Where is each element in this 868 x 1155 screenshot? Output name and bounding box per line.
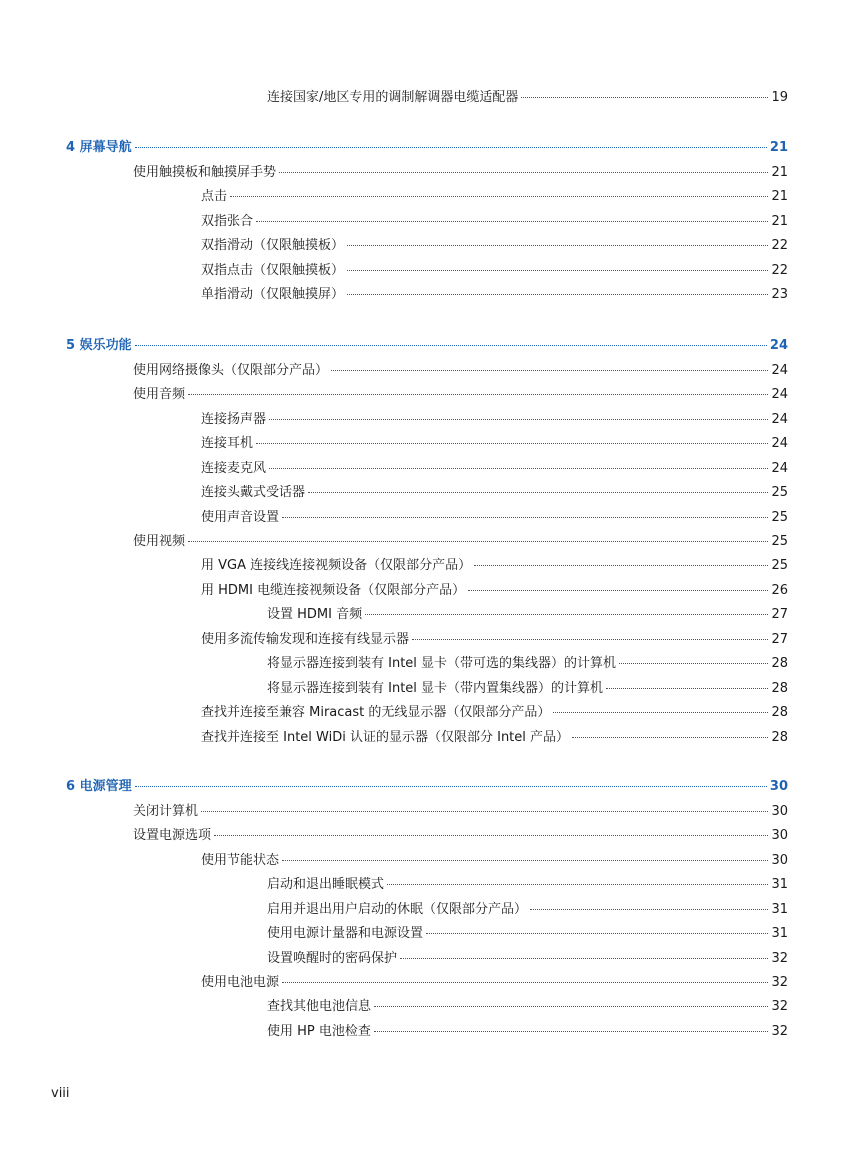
- dot-leader: [347, 270, 768, 271]
- dot-leader: [282, 860, 768, 861]
- toc-entry-page: 22: [771, 238, 788, 253]
- toc-entry-page: 31: [771, 926, 788, 941]
- toc-entry[interactable]: [267, 607, 788, 623]
- dot-leader: [474, 565, 768, 566]
- toc-entry-page: 32: [771, 951, 788, 966]
- toc-entry-page: 32: [771, 1024, 788, 1039]
- toc-entry-page: 24: [771, 412, 788, 427]
- toc-entry-page: 25: [771, 510, 788, 525]
- toc-entry-title: 使用电源计量器和电源设置: [267, 926, 424, 941]
- dot-leader: [400, 958, 768, 959]
- dot-leader: [606, 688, 768, 689]
- toc-entry-title: 使用触摸板和触摸屏手势: [133, 165, 277, 180]
- dot-leader: [412, 639, 768, 640]
- toc-entry-title: 使用 HP 电池检查: [267, 1024, 371, 1039]
- toc-entry[interactable]: [201, 730, 788, 746]
- toc-chapter[interactable]: [66, 140, 788, 156]
- toc-entry[interactable]: [267, 1024, 788, 1040]
- dot-leader: [365, 614, 768, 615]
- toc-entry[interactable]: [201, 412, 788, 428]
- toc-entry-title: 用 HDMI 电缆连接视频设备（仅限部分产品）: [201, 583, 466, 598]
- toc-chapter[interactable]: [66, 779, 788, 795]
- toc-entry-title: 连接国家/地区专用的调制解调器电缆适配器: [267, 90, 519, 105]
- dot-leader: [256, 221, 768, 222]
- dot-leader: [269, 419, 768, 420]
- toc-entry[interactable]: [267, 681, 788, 697]
- toc-entry-page: 27: [771, 607, 788, 622]
- toc-chapter[interactable]: [66, 338, 788, 354]
- toc-entry[interactable]: [133, 165, 788, 181]
- toc-entry-page: 21: [771, 189, 788, 204]
- toc-entry[interactable]: [133, 363, 788, 379]
- dot-leader: [214, 835, 768, 836]
- toc-entry[interactable]: [201, 632, 788, 648]
- toc-entry-page: 25: [771, 534, 788, 549]
- dot-leader: [269, 468, 768, 469]
- toc-entry[interactable]: [201, 461, 788, 477]
- dot-leader: [347, 294, 768, 295]
- dot-leader: [374, 1031, 769, 1032]
- toc-entry-title: 启动和退出睡眠模式: [267, 877, 385, 892]
- dot-leader: [387, 884, 768, 885]
- toc-entry-title: 将显示器连接到装有 Intel 显卡（带内置集线器）的计算机: [267, 681, 604, 696]
- toc-entry-title: 连接耳机: [201, 436, 254, 451]
- toc-entry-title: 将显示器连接到装有 Intel 显卡（带可选的集线器）的计算机: [267, 656, 617, 671]
- toc-entry-title: 点击: [201, 189, 228, 204]
- toc-entry[interactable]: [201, 238, 788, 254]
- toc-entry-title: 双指滑动（仅限触摸板）: [201, 238, 345, 253]
- toc-entry-page: 28: [771, 681, 788, 696]
- toc-entry-page: 21: [771, 214, 788, 229]
- toc-entry-page: 32: [771, 999, 788, 1014]
- toc-entry[interactable]: [201, 583, 788, 599]
- toc-entry-page: 30: [769, 779, 788, 794]
- toc-entry-title: 查找并连接至 Intel WiDi 认证的显示器（仅限部分 Intel 产品）: [201, 730, 570, 745]
- dot-leader: [331, 370, 768, 371]
- dot-leader: [426, 933, 768, 934]
- toc-entry-page: 23: [771, 287, 788, 302]
- dot-leader: [188, 541, 768, 542]
- dot-leader: [553, 712, 768, 713]
- toc-entry-page: 21: [769, 140, 788, 155]
- dot-leader: [619, 663, 768, 664]
- toc-entry[interactable]: [267, 926, 788, 942]
- toc-entry-title: 查找并连接至兼容 Miracast 的无线显示器（仅限部分产品）: [201, 705, 551, 720]
- dot-leader: [188, 394, 768, 395]
- toc-entry[interactable]: [201, 705, 788, 721]
- toc-entry-title: 使用电池电源: [201, 975, 280, 990]
- toc-entry-page: 28: [771, 656, 788, 671]
- toc-entry-page: 32: [771, 975, 788, 990]
- toc-entry-page: 31: [771, 902, 788, 917]
- dot-leader: [468, 590, 768, 591]
- toc-entry[interactable]: [201, 263, 788, 279]
- toc-entry[interactable]: [267, 902, 788, 918]
- toc-entry-title: 设置 HDMI 音频: [267, 607, 363, 622]
- toc-entry[interactable]: [133, 828, 788, 844]
- toc-entry[interactable]: [133, 387, 788, 403]
- toc-entry-title: 双指张合: [201, 214, 254, 229]
- dot-leader: [201, 811, 768, 812]
- toc-entry-title: 使用多流传输发现和连接有线显示器: [201, 632, 410, 647]
- toc-entry[interactable]: [201, 436, 788, 452]
- toc-entry-title: 6 电源管理: [66, 779, 132, 794]
- toc-entry[interactable]: [267, 656, 788, 672]
- toc-entry-page: 25: [771, 485, 788, 500]
- toc-entry-page: 30: [771, 828, 788, 843]
- toc-entry-page: 24: [769, 338, 788, 353]
- dot-leader: [256, 443, 768, 444]
- toc-entry-page: 30: [771, 804, 788, 819]
- toc-entry-page: 27: [771, 632, 788, 647]
- toc-entry-title: 设置电源选项: [133, 828, 212, 843]
- dot-leader: [308, 492, 768, 493]
- toc-entry-title: 关闭计算机: [133, 804, 199, 819]
- toc-entry-title: 使用网络摄像头（仅限部分产品）: [133, 363, 329, 378]
- toc-entry-title: 启用并退出用户启动的休眠（仅限部分产品）: [267, 902, 528, 917]
- toc-entry[interactable]: [201, 485, 788, 501]
- dot-leader: [282, 982, 768, 983]
- toc-entry[interactable]: [201, 189, 788, 205]
- dot-leader: [521, 97, 768, 98]
- toc-entry-page: 21: [771, 165, 788, 180]
- toc-entry-title: 使用视频: [133, 534, 186, 549]
- toc-entry-page: 28: [771, 730, 788, 745]
- toc-entry-title: 双指点击（仅限触摸板）: [201, 263, 345, 278]
- toc-entry[interactable]: [201, 975, 788, 991]
- toc-entry[interactable]: [201, 287, 788, 303]
- toc-entry[interactable]: [201, 510, 788, 526]
- dot-leader: [282, 517, 768, 518]
- toc-entry-page: 30: [771, 853, 788, 868]
- dot-leader: [374, 1006, 768, 1007]
- dot-leader: [230, 196, 768, 197]
- toc-entry-title: 连接麦克风: [201, 461, 267, 476]
- toc-entry-title: 查找其他电池信息: [267, 999, 372, 1014]
- dot-leader: [135, 345, 767, 346]
- dot-leader: [135, 147, 767, 148]
- toc-entry-page: 31: [771, 877, 788, 892]
- toc-entry[interactable]: [133, 804, 788, 820]
- toc-entry-title: 单指滑动（仅限触摸屏）: [201, 287, 345, 302]
- toc-entry[interactable]: [201, 853, 788, 869]
- toc-entry-page: 19: [771, 90, 788, 105]
- toc-entry-title: 连接头戴式受话器: [201, 485, 306, 500]
- toc-entry[interactable]: [267, 999, 788, 1015]
- toc-entry-title: 使用声音设置: [201, 510, 280, 525]
- dot-leader: [347, 245, 768, 246]
- toc-entry-page: 22: [771, 263, 788, 278]
- dot-leader: [530, 909, 768, 910]
- toc-entry-page: 24: [771, 461, 788, 476]
- toc-entry[interactable]: [201, 558, 788, 574]
- toc-entry-page: 28: [771, 705, 788, 720]
- toc-entry-title: 使用音频: [133, 387, 186, 402]
- toc-entry-title: 5 娱乐功能: [66, 338, 132, 353]
- toc-entry-page: 25: [771, 558, 788, 573]
- toc-entry-page: 24: [771, 436, 788, 451]
- dot-leader: [572, 737, 768, 738]
- toc-entry-page: 26: [771, 583, 788, 598]
- page-number: viii: [51, 1086, 70, 1101]
- toc-entry-title: 用 VGA 连接线连接视频设备（仅限部分产品）: [201, 558, 472, 573]
- toc-entry[interactable]: [267, 90, 788, 106]
- dot-leader: [135, 786, 767, 787]
- toc-entry-title: 连接扬声器: [201, 412, 267, 427]
- dot-leader: [279, 172, 768, 173]
- toc-entry[interactable]: [267, 951, 788, 967]
- toc-entry[interactable]: [133, 534, 788, 550]
- toc-entry-page: 24: [771, 363, 788, 378]
- toc-entry-page: 24: [771, 387, 788, 402]
- toc-entry-title: 4 屏幕导航: [66, 140, 132, 155]
- toc-entry-title: 使用节能状态: [201, 853, 280, 868]
- toc-entry-title: 设置唤醒时的密码保护: [267, 951, 398, 966]
- toc-entry[interactable]: [201, 214, 788, 230]
- toc-entry[interactable]: [267, 877, 788, 893]
